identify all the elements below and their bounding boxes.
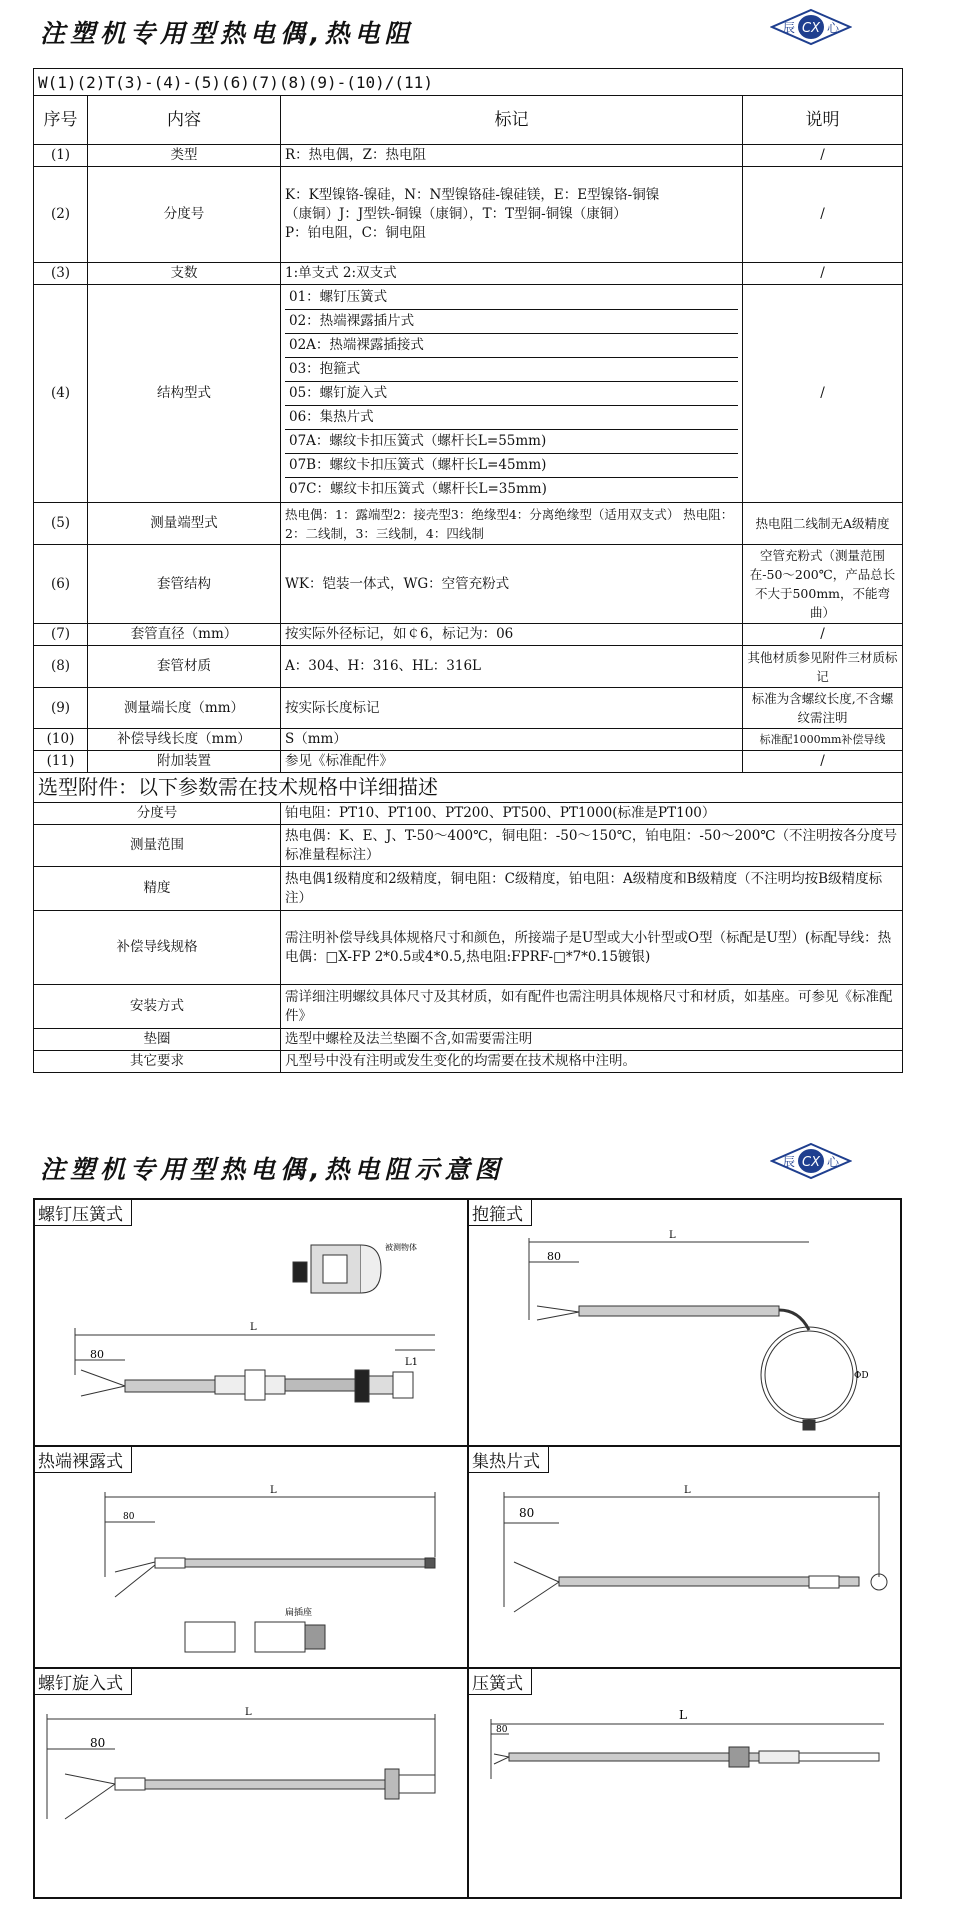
diagram-screw-in [35, 1669, 468, 1899]
row-mark [281, 167, 743, 263]
row-no: (4) [34, 285, 88, 503]
row-no: (1) [34, 145, 88, 167]
svg-text:L: L [250, 1322, 257, 1333]
row-content: 分度号 [88, 167, 281, 263]
extra-text: 铂电阻：PT10、PT100、PT200、PT500、PT1000(标准是PT100） [281, 803, 903, 825]
col-header-note: 说明 [743, 96, 903, 145]
row-content: 套管直径（mm） [88, 624, 281, 646]
heat-plate-drawing [469, 1447, 902, 1667]
company-logo-icon [770, 1142, 852, 1180]
svg-text:辰: 辰 [782, 21, 796, 35]
svg-text:辰: 辰 [782, 1155, 796, 1169]
row-no: (5) [34, 503, 88, 545]
page-title: 注塑机专用型热电偶,热电阻 [40, 19, 415, 48]
row-no: (2) [34, 167, 88, 263]
structure-item: 05：螺钉旋入式 [285, 382, 738, 406]
extra-text: 凡型号中没有注明或发生变化的均需要在技术规格中注明。 [281, 1051, 903, 1073]
svg-text:80: 80 [123, 1512, 135, 1522]
diagram-label: 螺钉压簧式 [35, 1200, 132, 1226]
row-note: 其他材质参见附件三材质标记 [743, 646, 903, 688]
structure-item: 03：抱箍式 [285, 358, 738, 382]
table-row [34, 167, 903, 263]
svg-text:80: 80 [496, 1725, 508, 1735]
row-no: (9) [34, 688, 88, 729]
row-content: 类型 [88, 145, 281, 167]
structure-item: 07C：螺纹卡扣压簧式（螺杆长L=35mm) [289, 481, 547, 497]
table-row [34, 751, 903, 773]
extra-label: 分度号 [34, 803, 281, 825]
diagram-label: 抱箍式 [469, 1200, 532, 1226]
diagram-spring [469, 1669, 902, 1899]
col-header-no: 序号 [34, 96, 88, 145]
extra-label: 测量范围 [34, 825, 281, 867]
diagram-label: 集热片式 [469, 1447, 549, 1473]
row-note: 标准为含螺纹长度,不含螺纹需注明 [743, 688, 903, 729]
row-note: / [743, 624, 903, 646]
extra-text: 需注明补偿导线具体规格尺寸和颜色，所接端子是U型或大小针型或O型（标配是U型）(标配导线：热电偶：□X-FP 2*0.5或4*0.5,热电阻:FPRF-□*7*0.15镀银) [281, 911, 903, 985]
svg-text:L: L [684, 1485, 691, 1496]
table-row [34, 624, 903, 646]
row-mark: S（mm） [281, 729, 743, 751]
diagram-label: 螺钉旋入式 [35, 1669, 132, 1695]
structure-list [281, 285, 743, 503]
section-heading: 选型附件：以下参数需在技术规格中详细描述 [34, 773, 903, 803]
extra-text: 热电偶1级精度和2级精度，铜电阻：C级精度，铂电阻：A级精度和B级精度（不注明均按B级精度标注） [281, 867, 903, 911]
row-content: 附加装置 [88, 751, 281, 773]
extra-label: 垫圈 [34, 1029, 281, 1051]
structure-item: 07A：螺纹卡扣压簧式（螺杆长L=55mm) [285, 430, 738, 454]
svg-text:L: L [245, 1707, 252, 1718]
svg-text:心: 心 [826, 21, 840, 35]
svg-text:心: 心 [826, 1155, 840, 1169]
structure-item: 01：螺钉压簧式 [285, 286, 738, 310]
row-content: 支数 [88, 263, 281, 285]
mark-line: （康铜）J：J型铁-铜镍（康铜），T：T型铜-铜镍（康铜） [285, 206, 627, 222]
table-row [34, 688, 903, 729]
row-note: / [743, 285, 903, 503]
svg-text:80: 80 [90, 1736, 106, 1750]
row-content: 测量端长度（mm） [88, 688, 281, 729]
extra-label: 补偿导线规格 [34, 911, 281, 985]
row-content: 补偿导线长度（mm） [88, 729, 281, 751]
table-row [34, 867, 903, 911]
extra-text: 选型中螺栓及法兰垫圈不含,如需要需注明 [281, 1029, 903, 1051]
extra-label: 精度 [34, 867, 281, 911]
diagram-exposed-tip [35, 1447, 468, 1667]
svg-text:80: 80 [547, 1250, 561, 1263]
row-mark: R：热电偶，Z：热电阻 [281, 145, 743, 167]
diagram-section-title: 注塑机专用型热电偶,热电阻示意图 [40, 1155, 505, 1184]
row-mark: 按实际长度标记 [281, 688, 743, 729]
row-note: 标准配1000mm补偿导线 [743, 729, 903, 751]
svg-text:L1: L1 [405, 1357, 419, 1368]
svg-text:80: 80 [519, 1506, 535, 1520]
structure-item: 02：热端裸露插片式 [285, 310, 738, 334]
screw-in-drawing [35, 1669, 467, 1899]
row-mark: WK：铠装一体式，WG：空管充粉式 [281, 545, 743, 624]
table-row [34, 145, 903, 167]
table-row [34, 263, 903, 285]
table-row [34, 545, 903, 624]
table-row [34, 646, 903, 688]
row-mark: 参见《标准配件》 [281, 751, 743, 773]
row-content: 套管结构 [88, 545, 281, 624]
table-row [34, 1029, 903, 1051]
mark-line: K：K型镍铬-镍硅，N：N型镍铬硅-镍硅镁，E：E型镍铬-铜镍 [285, 187, 660, 203]
extra-label: 其它要求 [34, 1051, 281, 1073]
svg-text:L: L [679, 1708, 687, 1722]
structure-item: 02A：热端裸露插接式 [285, 334, 738, 358]
model-formula: W(1)(2)T(3)-(4)-(5)(6)(7)(8)(9)-(10)/(11) [34, 69, 903, 96]
table-row [34, 285, 903, 503]
diagram-screw-spring [35, 1200, 468, 1445]
row-mark: 1:单支式 2:双支式 [281, 263, 743, 285]
row-note: 空管充粉式（测量范围在-50～200℃，产品总长不大于500mm，不能弯曲） [743, 545, 903, 624]
row-note: / [743, 167, 903, 263]
spec-table [33, 68, 903, 1073]
row-content: 套管材质 [88, 646, 281, 688]
mark-line: P：铂电阻，C：铜电阻 [285, 225, 426, 241]
table-row [34, 911, 903, 985]
row-content: 结构型式 [88, 285, 281, 503]
row-note: / [743, 145, 903, 167]
svg-text:ΦD: ΦD [854, 1371, 869, 1381]
structure-item: 07B：螺纹卡扣压簧式（螺杆长L=45mm) [285, 454, 738, 478]
table-row [34, 503, 903, 545]
svg-text:被测物体: 被测物体 [385, 1243, 417, 1252]
diagram-label: 热端裸露式 [35, 1447, 132, 1473]
row-mark: 按实际外径标记，如￠6，标记为：06 [281, 624, 743, 646]
diagram-clamp [469, 1200, 902, 1445]
table-row [34, 1051, 903, 1073]
svg-text:CX: CX [802, 21, 820, 36]
table-row [34, 825, 903, 867]
table-row [34, 985, 903, 1029]
extra-text: 需详细注明螺纹具体尺寸及其材质，如有配件也需注明具体规格尺寸和材质，如基座。可参见《标准配件》 [281, 985, 903, 1029]
spring-drawing [469, 1669, 902, 1899]
clamp-drawing [469, 1200, 902, 1445]
row-no: (3) [34, 263, 88, 285]
screw-spring-drawing [35, 1200, 467, 1445]
row-content: 测量端型式 [88, 503, 281, 545]
col-header-content: 内容 [88, 96, 281, 145]
row-no: (10) [34, 729, 88, 751]
row-no: (11) [34, 751, 88, 773]
extra-text: 热电偶：K、E、J、T-50～400℃，铜电阻：-50～150℃，铂电阻：-50～200℃（不注明按各分度号标准量程标注） [281, 825, 903, 867]
row-note: / [743, 263, 903, 285]
diagram-heat-plate [469, 1447, 902, 1667]
table-row [34, 803, 903, 825]
svg-text:L: L [270, 1485, 277, 1496]
row-note: 热电阻二线制无A级精度 [743, 503, 903, 545]
table-row [34, 729, 903, 751]
col-header-mark: 标记 [281, 96, 743, 145]
svg-text:扁插座: 扁插座 [285, 1608, 313, 1618]
company-logo-icon [770, 8, 852, 46]
row-no: (6) [34, 545, 88, 624]
diagram-grid [33, 1198, 902, 1899]
svg-text:80: 80 [90, 1348, 104, 1361]
svg-text:L: L [669, 1230, 676, 1241]
row-mark: 热电偶：1：露端型2：接壳型3：绝缘型4：分离绝缘型（适用双支式） 热电阻：2：二线制，3：三线制，4：四线制 [281, 503, 743, 545]
svg-text:CX: CX [802, 1155, 820, 1170]
structure-item: 06：集热片式 [285, 406, 738, 430]
row-note: / [743, 751, 903, 773]
row-no: (8) [34, 646, 88, 688]
row-mark: A：304、H：316、HL：316L [281, 646, 743, 688]
exposed-tip-drawing [35, 1447, 467, 1667]
row-no: (7) [34, 624, 88, 646]
diagram-label: 压簧式 [469, 1669, 532, 1695]
extra-label: 安装方式 [34, 985, 281, 1029]
